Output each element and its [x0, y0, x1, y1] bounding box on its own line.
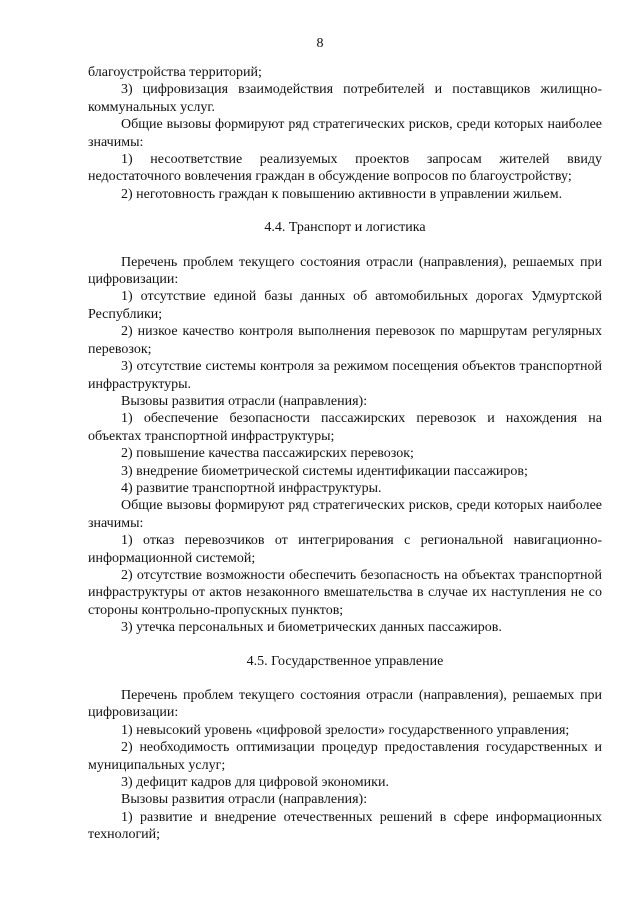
document-body: [88, 64, 602, 844]
list-item: 3) утечка персональных и биометрических данных пассажиров.: [121, 620, 502, 636]
list-item: 3) отсутствие системы контроля за режимом посещения объектов транспортной инфраструктуры.: [88, 359, 602, 392]
list-item: 2) повышение качества пассажирских перевозок;: [121, 446, 414, 462]
list-item: 2) низкое качество контроля выполнения перевозок по маршрутам регулярных перевозок;: [88, 324, 602, 357]
list-item: 1) отсутствие единой базы данных об автомобильных дорогах Удмуртской Республики;: [88, 289, 602, 322]
paragraph: Общие вызовы формируют ряд стратегических рисков, среди которых наиболее значимы:: [88, 498, 602, 531]
list-item: 3) цифровизация взаимодействия потребителей и поставщиков жилищно-коммунальных услуг.: [88, 82, 602, 115]
list-item: 1) отказ перевозчиков от интегрирования с региональной навигационно-информационной системой;: [88, 533, 602, 566]
list-item: 4) развитие транспортной инфраструктуры.: [121, 480, 382, 496]
paragraph: Вызовы развития отрасли (направления):: [121, 393, 368, 409]
page-number: 8: [316, 36, 324, 51]
list-item: 3) дефицит кадров для цифровой экономики.: [121, 775, 389, 791]
paragraph: Общие вызовы формируют ряд стратегических рисков, среди которых наиболее значимы:: [88, 117, 602, 150]
list-item: 1) развитие и внедрение отечественных решений в сфере информационных технологий;: [88, 809, 602, 843]
list-item: 1) обеспечение безопасности пассажирских перевозок и нахождения на объектах транспортной инфраструктуры;: [88, 411, 602, 444]
list-item: 2) необходимость оптимизации процедур предоставления государственных и муниципальных услуг;: [88, 740, 602, 773]
paragraph: Перечень проблем текущего состояния отрасли (направления), решаемых при цифровизации:: [88, 688, 602, 721]
paragraph: Перечень проблем текущего состояния отрасли (направления), решаемых при цифровизации:: [88, 254, 602, 288]
list-item: 2) неготовность граждан к повышению активности в управлении жильем.: [121, 186, 563, 202]
section-heading-government: 4.5. Государственное управление: [246, 653, 444, 669]
list-item: 2) отсутствие возможности обеспечить безопасность на объектах транспортной инфраструктуры от актов незаконного вмешательства в случае их наступления не со стороны контрольно-пропускных пунктов;: [88, 567, 602, 618]
paragraph: благоустройства территорий;: [88, 65, 262, 80]
paragraph: Вызовы развития отрасли (направления):: [121, 792, 368, 808]
list-item: 3) внедрение биометрической системы идентификации пассажиров;: [121, 463, 528, 479]
list-item: 1) несоответствие реализуемых проектов запросам жителей ввиду недостаточного вовлечения граждан в обсуждение вопросов по благоустройству;: [88, 152, 602, 185]
section-heading-transport: 4.4. Транспорт и логистика: [264, 220, 426, 236]
list-item: 1) невысокий уровень «цифровой зрелости» государственного управления;: [121, 722, 570, 738]
